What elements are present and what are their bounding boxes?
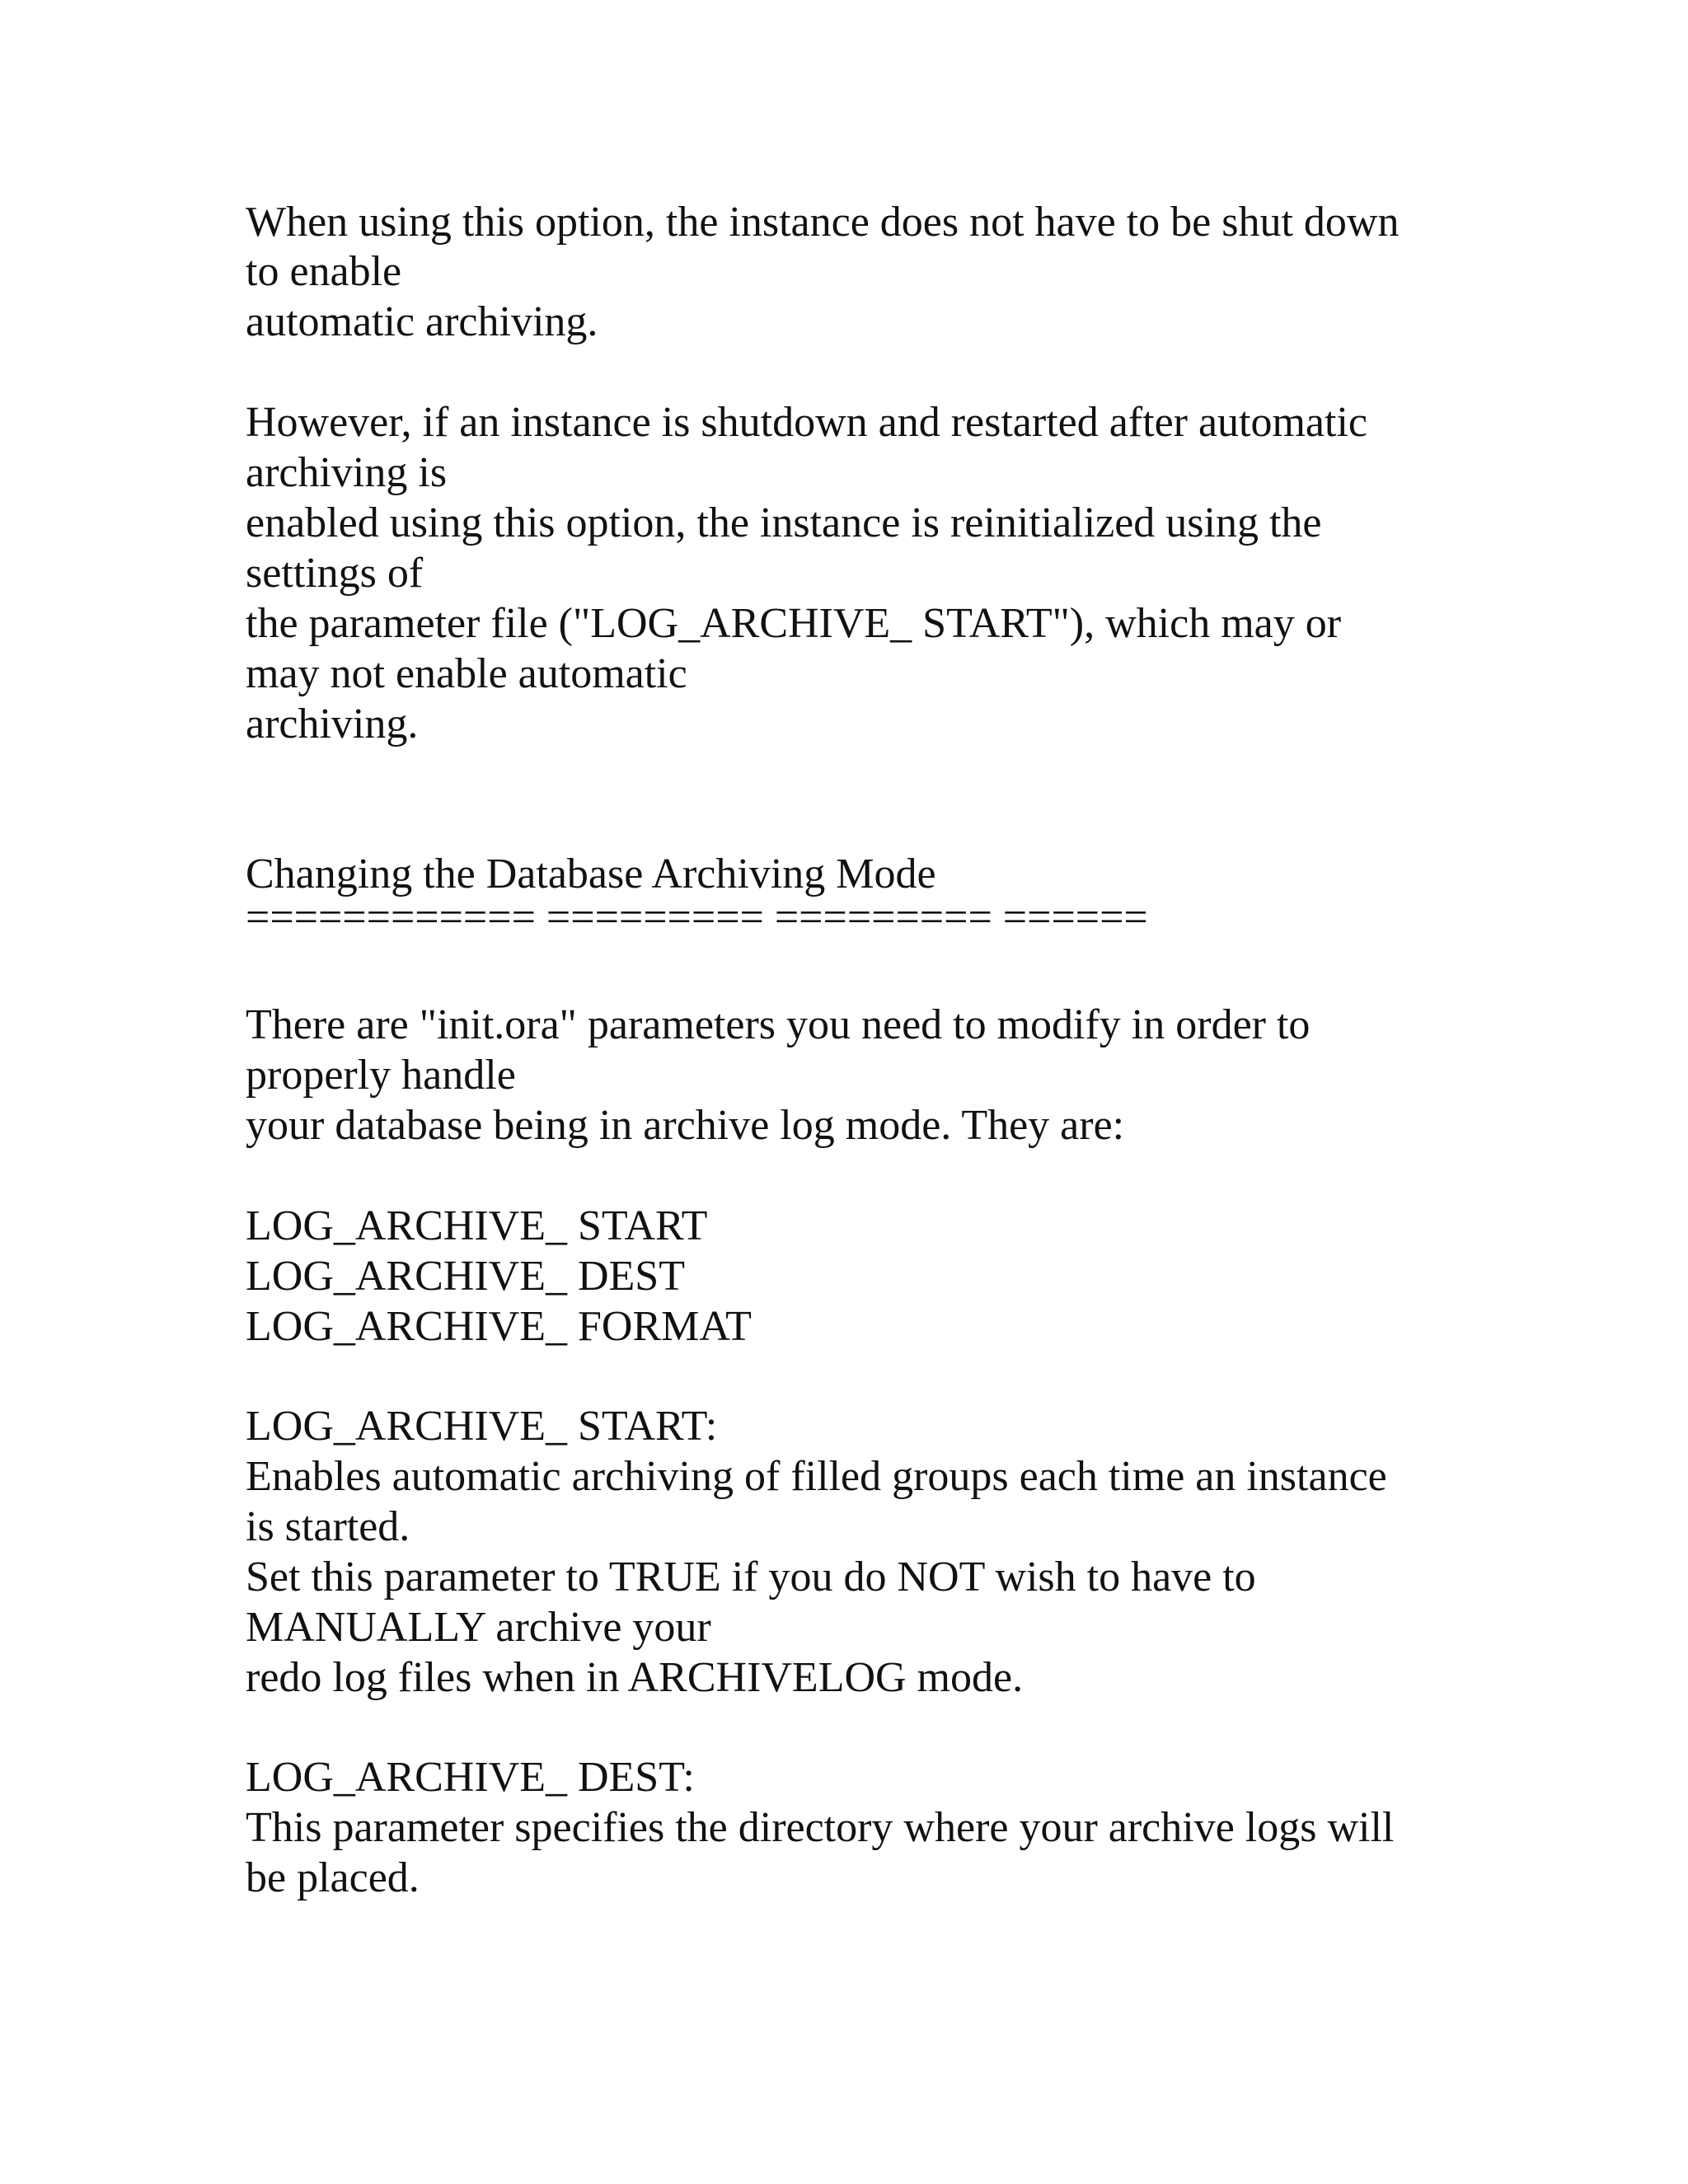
dest-param-line-1: This parameter specifies the directory where your archive logs will xyxy=(246,1804,1395,1851)
param-list-item: LOG_ARCHIVE_ START xyxy=(246,1202,708,1249)
start-param-label: LOG_ARCHIVE_ START: xyxy=(246,1403,718,1450)
paragraph-1-line-2: to enable xyxy=(246,248,402,295)
paragraph-2-line-3: enabled using this option, the instance is reinitialized using the xyxy=(246,499,1322,546)
param-list-item: LOG_ARCHIVE_ DEST xyxy=(246,1253,685,1300)
paragraph-3-line-2: properly handle xyxy=(246,1052,516,1099)
paragraph-3-line-1: There are "init.ora" parameters you need to modify in order to xyxy=(246,1001,1311,1048)
dest-param-label: LOG_ARCHIVE_ DEST: xyxy=(246,1754,695,1801)
paragraph-2-line-6: may not enable automatic xyxy=(246,650,687,697)
paragraph-2-line-7: archiving. xyxy=(246,701,419,748)
start-param-line-1: Enables automatic archiving of filled groups each time an instance xyxy=(246,1453,1387,1500)
start-param-line-4: MANUALLY archive your xyxy=(246,1604,711,1651)
paragraph-1-line-3: automatic archiving. xyxy=(246,298,598,345)
paragraph-2-line-2: archiving is xyxy=(246,449,448,496)
start-param-line-2: is started. xyxy=(246,1503,410,1550)
paragraph-2-line-4: settings of xyxy=(246,550,424,597)
paragraph-2-line-1: However, if an instance is shutdown and restarted after automatic xyxy=(246,399,1367,446)
paragraph-1-line-1: When using this option, the instance does not have to be shut down xyxy=(246,199,1400,246)
start-param-line-5: redo log files when in ARCHIVELOG mode. xyxy=(246,1654,1024,1701)
paragraph-2-line-5: the parameter file ("LOG_ARCHIVE_ START"), which may or xyxy=(246,600,1342,647)
dest-param-line-2: be placed. xyxy=(246,1854,420,1901)
start-param-line-3: Set this parameter to TRUE if you do NOT wish to have to xyxy=(246,1554,1256,1601)
section-heading: Changing the Database Archiving Mode xyxy=(246,851,936,898)
paragraph-3-line-3: your database being in archive log mode. They are: xyxy=(246,1102,1125,1149)
section-heading-underline: ============ ========= ========= ====== xyxy=(246,894,1148,941)
param-list-item: LOG_ARCHIVE_ FORMAT xyxy=(246,1303,752,1350)
